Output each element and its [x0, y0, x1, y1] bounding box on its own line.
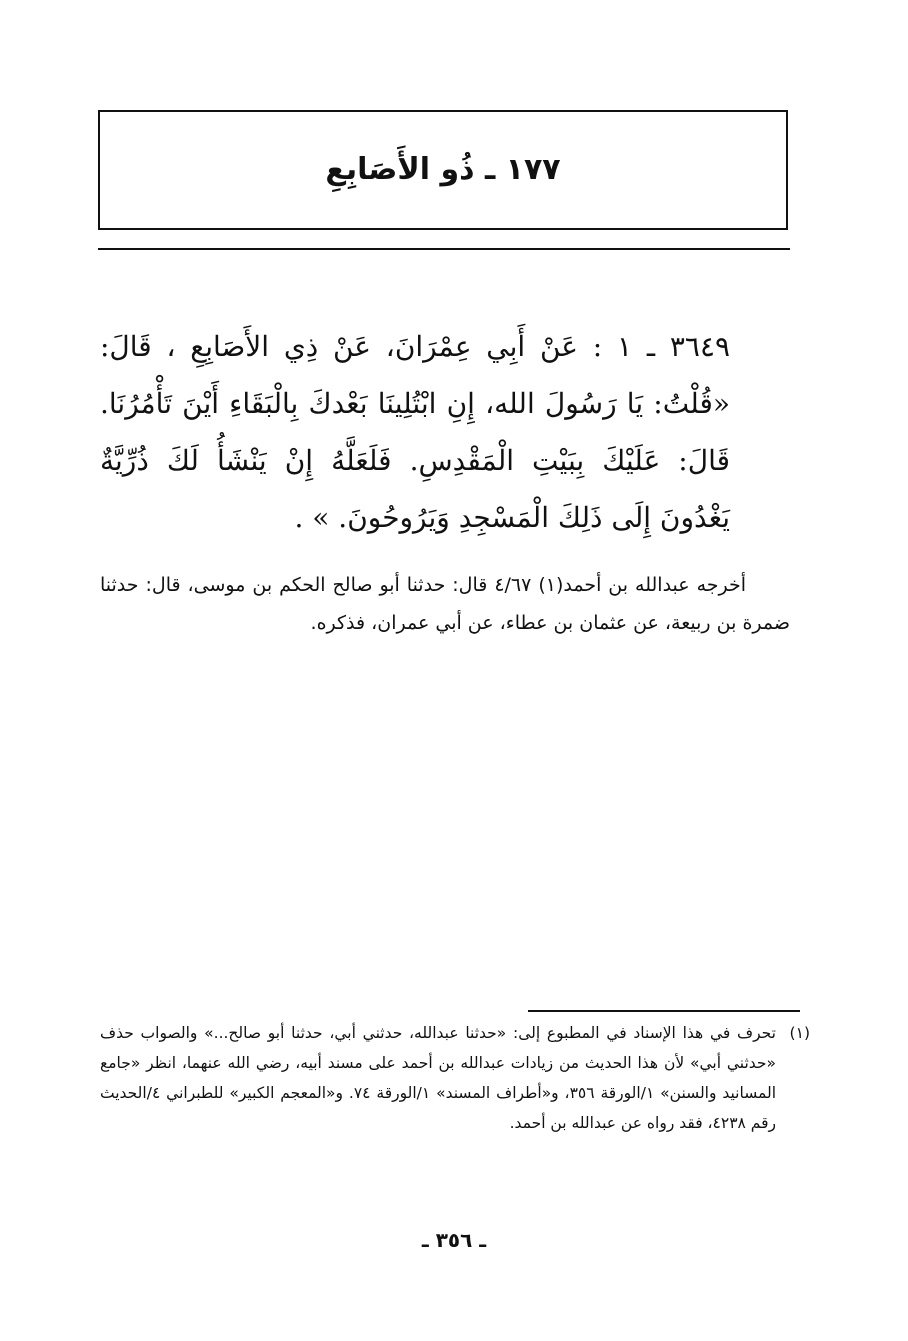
hadith-text: ٣٦٤٩ ـ ١ : عَنْ أَبِي عِمْرَانَ، عَنْ ذِي الأَصَابِعِ ، قَالَ: «قُلْتُ: يَا رَسُولَ الله، إِنِ ابْتُلِينَا بَعْدكَ بِالْبَقَاءِ أَيْنَ تَأْمُرُنَا. قَالَ: عَلَيْكَ بِبَيْتِ الْمَقْدِسِ. فَلَعَلَّهُ إِنْ يَنْشَأُ لَكَ ذُرِّيَّةٌ يَغْدُونَ إِلَى ذَلِكَ الْمَسْجِدِ وَيَرُوحُونَ. » .	[100, 330, 731, 534]
page-number: ـ ٣٥٦ ـ	[421, 1228, 487, 1252]
chapter-title: ١٧٧ ـ ذُو الأَصَابِعِ	[325, 152, 561, 187]
takhrij-paragraph-block	[100, 566, 790, 642]
footnote-text: تحرف في هذا الإسناد في المطبوع إلى: «حدثنا عبدالله، حدثني أبي، حدثنا أبو صالح...» والصواب حذف «حدثني أبي» لأن هذا الحديث من زيادات عبدالله بن أحمد على مسند أبيه، رضي الله عنهما، انظر «جامع المسانيد والسنن» ١/الورقة ٣٥٦، و«أطراف المسند» ١/الورقة ٧٤. و«المعجم الكبير» للطبراني ٤/الحديث رقم ٤٢٣٨، فقد رواه عن عبدالله بن أحمد.	[100, 1024, 777, 1132]
footnote-item	[100, 1018, 810, 1138]
chapter-title-box	[98, 110, 788, 230]
footnote-divider	[528, 1010, 800, 1012]
hadith-text-block	[100, 318, 730, 546]
title-divider	[98, 248, 790, 250]
footnotes-section	[100, 1018, 810, 1138]
takhrij-text: أخرجه عبدالله بن أحمد(١) ٤/٦٧ قال: حدثنا أبو صالح الحكم بن موسى، قال: حدثنا ضمرة بن ربيعة، عن عثمان بن عطاء، عن أبي عمران، فذكره.	[100, 574, 790, 634]
footnote-marker: (١)	[789, 1024, 810, 1042]
